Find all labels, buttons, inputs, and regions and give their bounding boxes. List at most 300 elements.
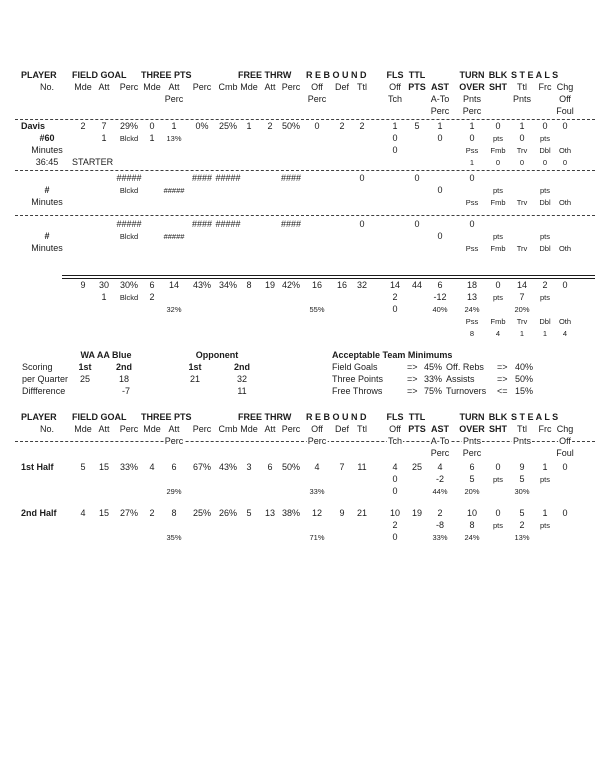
player-davis-cell: 1 bbox=[469, 158, 475, 167]
stats-header-cell: Att bbox=[168, 424, 180, 434]
player-blank-1-cell: #### bbox=[280, 173, 302, 183]
stats-header-cell: No. bbox=[39, 424, 55, 434]
second-half-line-1 bbox=[0, 508, 600, 520]
stats-header-cell: Att bbox=[264, 82, 276, 92]
team-totals-cell: Fmb bbox=[490, 317, 506, 326]
player-davis-cell: 0 bbox=[562, 158, 568, 167]
stats-header-cell: TTL bbox=[408, 70, 426, 80]
team-totals-cell: 19 bbox=[264, 280, 276, 290]
first-half-cell: pts bbox=[539, 475, 551, 484]
stats-header-cell: Ttl bbox=[517, 424, 527, 434]
stats-header-line-4 bbox=[0, 106, 600, 118]
first-half-cell: 30% bbox=[514, 487, 530, 496]
team-totals-cell: 30% bbox=[119, 280, 139, 290]
player-blank-1-cell: Dbl bbox=[539, 198, 551, 207]
team-totals-cell: Dbl bbox=[539, 317, 551, 326]
player-davis-cell: 0 bbox=[519, 158, 525, 167]
player-blank-2-cell: Pss bbox=[465, 244, 479, 253]
second-half-cell: 15 bbox=[98, 508, 110, 518]
player-blank-2-line-3 bbox=[0, 243, 600, 255]
stats-header-cell: Ttl bbox=[517, 82, 527, 92]
per-quarter-row-label: per Quarter bbox=[22, 374, 69, 384]
second-half-cell: pts bbox=[539, 521, 551, 530]
player-davis-cell: #60 bbox=[39, 133, 55, 143]
team-totals-cell: 0 bbox=[495, 280, 501, 290]
minimums-title: Acceptable Team Minimums bbox=[332, 350, 453, 360]
stats-header-cell: AST bbox=[431, 82, 449, 92]
stats-header-line-2 bbox=[0, 424, 600, 436]
player-blank-1-cell: Blckd bbox=[119, 186, 139, 195]
stats-header-cell: Tch bbox=[387, 436, 403, 446]
minimum-value: 15% bbox=[515, 386, 534, 396]
team-totals-cell: 34% bbox=[218, 280, 238, 290]
stats-header-cell: Att bbox=[98, 82, 110, 92]
stats-header-line-3 bbox=[0, 94, 600, 106]
player-davis-cell: 2 bbox=[80, 121, 86, 131]
player-blank-1-cell: Pss bbox=[465, 198, 479, 207]
player-davis-cell: Minutes bbox=[31, 145, 63, 155]
team-totals-cell: 32% bbox=[166, 305, 182, 314]
first-half-cell: 4 bbox=[149, 462, 155, 472]
stats-header-cell: SHT bbox=[489, 424, 507, 434]
stats-header-line-1 bbox=[0, 412, 600, 424]
player-blank-1-cell: Minutes bbox=[31, 197, 63, 207]
minimum-op: <= bbox=[497, 386, 508, 396]
team-totals-cell: 8 bbox=[469, 329, 475, 338]
stats-header-cell: AST bbox=[431, 424, 449, 434]
stats-header-cell: S T E A L S bbox=[511, 70, 559, 80]
minimum-value: 33% bbox=[424, 374, 443, 384]
player-blank-1-cell: #### bbox=[191, 173, 213, 183]
player-blank-2-cell: #### bbox=[280, 219, 302, 229]
player-davis-cell: 1 bbox=[437, 121, 443, 131]
first-half-cell: 9 bbox=[519, 462, 525, 472]
first-half-cell: 5 bbox=[519, 474, 525, 484]
stats-header-cell: R E B O U N D bbox=[306, 70, 367, 80]
opp-col1-header: 1st bbox=[188, 362, 202, 372]
difference-row-label: Diffference bbox=[22, 386, 66, 396]
player-blank-1-cell: Fmb bbox=[490, 198, 506, 207]
minimum-value: 50% bbox=[515, 374, 534, 384]
player-davis-cell: 0 bbox=[519, 133, 525, 143]
player-davis-cell: 0 bbox=[149, 121, 155, 131]
player-davis-cell: 1 bbox=[101, 133, 107, 143]
stats-header-line-4 bbox=[0, 448, 600, 460]
team-totals-cell: 1 bbox=[101, 292, 107, 302]
stats-header-cell: OVER bbox=[459, 424, 485, 434]
stats-header-cell: Frc bbox=[538, 424, 552, 434]
team-totals-cell: 1 bbox=[542, 329, 548, 338]
player-blank-1-cell: 0 bbox=[414, 173, 420, 183]
second-half-cell: -8 bbox=[435, 520, 445, 530]
team-totals-cell: 7 bbox=[519, 292, 525, 302]
stats-header-cell: Mde bbox=[74, 82, 92, 92]
stats-header-cell: Att bbox=[168, 82, 180, 92]
first-half-cell: 1st Half bbox=[21, 462, 54, 472]
second-half-cell: 27% bbox=[119, 508, 139, 518]
player-blank-2-cell: 0 bbox=[414, 219, 420, 229]
second-half-cell: 8 bbox=[469, 520, 475, 530]
minimum-label: Free Throws bbox=[332, 386, 383, 396]
stats-header-cell: Perc bbox=[281, 82, 301, 92]
player-davis-cell: 25% bbox=[218, 121, 238, 131]
second-half-cell: 1 bbox=[542, 508, 548, 518]
stats-header-cell: THREE PTS bbox=[141, 70, 192, 80]
player-blank-2-cell: #### bbox=[191, 219, 213, 229]
stats-header-cell: Off bbox=[311, 82, 323, 92]
second-half-cell: 38% bbox=[281, 508, 301, 518]
first-half-cell: 0 bbox=[392, 474, 398, 484]
stats-header-line-2 bbox=[0, 82, 600, 94]
first-half-cell: pts bbox=[492, 475, 504, 484]
player-davis-cell: 5 bbox=[414, 121, 420, 131]
player-blank-1-cell: Trv bbox=[516, 198, 528, 207]
player-blank-2-cell: Minutes bbox=[31, 243, 63, 253]
second-half-line-2 bbox=[0, 520, 600, 532]
player-davis-cell: 0 bbox=[392, 145, 398, 155]
first-half-cell: 6 bbox=[469, 462, 475, 472]
player-davis-cell: Fmb bbox=[490, 146, 506, 155]
team-totals-cell: pts bbox=[539, 293, 551, 302]
player-blank-1-cell: Oth bbox=[558, 198, 572, 207]
team-totals-cell: 55% bbox=[309, 305, 325, 314]
stats-header-cell: Att bbox=[98, 424, 110, 434]
player-davis-cell: 0 bbox=[542, 158, 548, 167]
player-blank-2-cell: Blckd bbox=[119, 232, 139, 241]
stats-header-line-1 bbox=[0, 70, 600, 82]
player-davis-cell: 36:45 bbox=[35, 157, 59, 167]
player-blank-2-cell: 0 bbox=[437, 231, 443, 241]
first-half-cell: 7 bbox=[339, 462, 345, 472]
team-totals-cell: 40% bbox=[432, 305, 448, 314]
stats-header-cell: Off bbox=[559, 94, 571, 104]
stats-header-cell: Mde bbox=[143, 82, 161, 92]
row-divider-2 bbox=[15, 215, 595, 216]
stats-header-cell: Mde bbox=[74, 424, 92, 434]
first-half-cell: 5 bbox=[80, 462, 86, 472]
first-half-cell: 20% bbox=[464, 487, 480, 496]
second-half-cell: 5 bbox=[246, 508, 252, 518]
stats-header-cell: Perc bbox=[307, 436, 327, 446]
second-half-cell: 4 bbox=[80, 508, 86, 518]
second-half-cell: 35% bbox=[166, 533, 182, 542]
team-totals-cell: 24% bbox=[464, 305, 480, 314]
player-blank-1-cell: pts bbox=[539, 186, 551, 195]
stats-header-cell: Tch bbox=[387, 94, 403, 104]
player-davis-cell: 1 bbox=[519, 121, 525, 131]
team-totals-cell: 4 bbox=[562, 329, 568, 338]
stats-header-cell: Perc bbox=[192, 82, 212, 92]
first-half-cell: 33% bbox=[309, 487, 325, 496]
second-half-cell: 13% bbox=[514, 533, 530, 542]
player-davis-cell: 0% bbox=[195, 121, 209, 131]
first-half-cell: 44% bbox=[432, 487, 448, 496]
player-blank-1-cell: ##### bbox=[215, 173, 241, 183]
minimum-op: => bbox=[497, 374, 508, 384]
minimum-value: 75% bbox=[424, 386, 443, 396]
second-half-cell: 2nd Half bbox=[21, 508, 57, 518]
stats-header-cell: TURN bbox=[459, 70, 485, 80]
stats-header-cell: Off bbox=[389, 424, 401, 434]
stats-header-cell: FLS bbox=[386, 412, 404, 422]
second-half-cell: 24% bbox=[464, 533, 480, 542]
team-col1-header: 1st bbox=[78, 362, 92, 372]
team-totals-cell: 14 bbox=[168, 280, 180, 290]
stats-header-cell: Ttl bbox=[357, 82, 367, 92]
stats-header-cell: Perc bbox=[119, 82, 139, 92]
first-half-cell: 43% bbox=[218, 462, 238, 472]
row-divider-1 bbox=[15, 170, 595, 171]
stats-header-cell: Pnts bbox=[462, 94, 482, 104]
stats-header-cell: Frc bbox=[538, 82, 552, 92]
stats-header-cell: Pnts bbox=[512, 436, 532, 446]
first-half-cell: 1 bbox=[542, 462, 548, 472]
first-half-cell: 25 bbox=[411, 462, 423, 472]
stats-header-cell: Ttl bbox=[357, 424, 367, 434]
second-half-line-3 bbox=[0, 532, 600, 544]
team-totals-cell: pts bbox=[492, 293, 504, 302]
player-davis-cell: 13% bbox=[166, 134, 182, 143]
player-blank-2-cell: ##### bbox=[116, 219, 142, 229]
second-half-cell: 0 bbox=[562, 508, 568, 518]
first-half-cell: 6 bbox=[267, 462, 273, 472]
team-totals-cell: 6 bbox=[149, 280, 155, 290]
second-half-cell: 19 bbox=[411, 508, 423, 518]
player-davis-cell: STARTER bbox=[72, 157, 114, 167]
first-half-cell: 15 bbox=[98, 462, 110, 472]
second-half-cell: 10 bbox=[466, 508, 478, 518]
minimum-op: => bbox=[407, 374, 418, 384]
team-difference: -7 bbox=[121, 386, 131, 396]
scoring-row-label: Scoring bbox=[22, 362, 53, 372]
team-totals-cell: 18 bbox=[466, 280, 478, 290]
minimum-label: Assists bbox=[446, 374, 475, 384]
team-totals-cell: 14 bbox=[389, 280, 401, 290]
team-totals-cell: Oth bbox=[558, 317, 572, 326]
totals-divider bbox=[62, 275, 595, 279]
player-blank-2-cell: Dbl bbox=[539, 244, 551, 253]
first-half-cell: 0 bbox=[562, 462, 568, 472]
team-name-label: WA AA Blue bbox=[80, 350, 132, 360]
first-half-cell: 0 bbox=[392, 486, 398, 496]
player-blank-2-cell: Fmb bbox=[490, 244, 506, 253]
player-davis-cell: 2 bbox=[339, 121, 345, 131]
second-half-cell: 9 bbox=[339, 508, 345, 518]
player-davis-cell: 2 bbox=[267, 121, 273, 131]
first-half-cell: 4 bbox=[314, 462, 320, 472]
minimum-value: 45% bbox=[424, 362, 443, 372]
team-totals-cell: 4 bbox=[495, 329, 501, 338]
player-blank-1-cell: 0 bbox=[437, 185, 443, 195]
team-totals-cell: 14 bbox=[516, 280, 528, 290]
player-davis-cell: pts bbox=[539, 134, 551, 143]
stats-header-cell: Pnts bbox=[462, 436, 482, 446]
second-half-cell: pts bbox=[492, 521, 504, 530]
team-totals-cell: 16 bbox=[311, 280, 323, 290]
team-q1-score: 25 bbox=[79, 374, 91, 384]
first-half-cell: 3 bbox=[246, 462, 252, 472]
stats-header-cell: Att bbox=[264, 424, 276, 434]
stats-header-cell: Foul bbox=[556, 106, 574, 116]
second-half-cell: 8 bbox=[171, 508, 177, 518]
player-davis-cell: 29% bbox=[119, 121, 139, 131]
first-half-line-3 bbox=[0, 486, 600, 498]
minimum-label: Off. Rebs bbox=[446, 362, 484, 372]
stats-header-cell: BLK bbox=[488, 412, 508, 422]
team-totals-cell: 1 bbox=[519, 329, 525, 338]
team-totals-cell: 0 bbox=[562, 280, 568, 290]
player-blank-1-line-3 bbox=[0, 197, 600, 209]
first-half-line-1 bbox=[0, 462, 600, 474]
player-blank-2-cell: pts bbox=[539, 232, 551, 241]
first-half-cell: -2 bbox=[435, 474, 445, 484]
stats-header-cell: SHT bbox=[489, 82, 507, 92]
team-totals-cell: 9 bbox=[80, 280, 86, 290]
player-davis-cell: Blckd bbox=[119, 134, 139, 143]
second-half-cell: 13 bbox=[264, 508, 276, 518]
player-blank-2-cell: Trv bbox=[516, 244, 528, 253]
team-totals-line-2 bbox=[0, 292, 600, 304]
player-blank-2-cell: pts bbox=[492, 232, 504, 241]
team-totals-cell: Trv bbox=[516, 317, 528, 326]
minimum-op: => bbox=[407, 386, 418, 396]
stats-header-cell: FIELD GOAL bbox=[72, 412, 127, 422]
stats-header-cell: Mde bbox=[240, 82, 258, 92]
stats-header-cell: PLAYER bbox=[21, 412, 57, 422]
team-totals-cell: 16 bbox=[336, 280, 348, 290]
team-totals-line-5 bbox=[0, 328, 600, 340]
stats-header-cell: FREE THRW bbox=[238, 70, 292, 80]
team-totals-cell: Pss bbox=[465, 317, 479, 326]
stats-header-cell: Foul bbox=[556, 448, 574, 458]
opponent-label: Opponent bbox=[195, 350, 239, 360]
stats-header-cell: FIELD GOAL bbox=[72, 70, 127, 80]
first-half-cell: 50% bbox=[281, 462, 301, 472]
team-totals-cell: 13 bbox=[466, 292, 478, 302]
player-blank-2-cell: Oth bbox=[558, 244, 572, 253]
team-totals-cell: 6 bbox=[437, 280, 443, 290]
opp-difference: 11 bbox=[237, 386, 247, 396]
minimum-value: 40% bbox=[515, 362, 534, 372]
stats-header-cell: OVER bbox=[459, 82, 485, 92]
second-half-cell: 2 bbox=[149, 508, 155, 518]
stats-header-cell: Def bbox=[334, 82, 350, 92]
player-blank-1-line-2 bbox=[0, 185, 600, 197]
player-davis-line-4 bbox=[0, 157, 600, 169]
stats-header-cell: Mde bbox=[143, 424, 161, 434]
team-totals-cell: 43% bbox=[192, 280, 212, 290]
team-totals-cell: 30 bbox=[98, 280, 110, 290]
player-blank-1-cell: # bbox=[44, 185, 50, 195]
header-divider bbox=[15, 119, 595, 120]
stats-header-cell: A-To bbox=[430, 436, 450, 446]
team-totals-cell: -12 bbox=[433, 292, 447, 302]
team-col2-header: 2nd bbox=[115, 362, 133, 372]
minimum-label: Turnovers bbox=[446, 386, 487, 396]
second-half-cell: 25% bbox=[192, 508, 212, 518]
player-blank-1-cell: 0 bbox=[359, 173, 365, 183]
stats-header-cell: A-To bbox=[430, 94, 450, 104]
stats-header-cell: Cmb bbox=[218, 82, 238, 92]
second-half-cell: 33% bbox=[432, 533, 448, 542]
opp-q2-score: 32 bbox=[236, 374, 248, 384]
player-davis-cell: 0 bbox=[495, 158, 501, 167]
second-half-cell: 26% bbox=[218, 508, 238, 518]
second-half-cell: 10 bbox=[389, 508, 401, 518]
player-blank-2-line-2 bbox=[0, 231, 600, 243]
player-davis-cell: 0 bbox=[495, 121, 501, 131]
stats-header-cell: FLS bbox=[386, 70, 404, 80]
player-blank-2-cell: ##### bbox=[163, 232, 185, 241]
first-half-cell: 33% bbox=[119, 462, 139, 472]
player-davis-cell: 1 bbox=[392, 121, 398, 131]
stats-header-cell: PLAYER bbox=[21, 70, 57, 80]
player-blank-2-cell: ##### bbox=[215, 219, 241, 229]
team-totals-cell: 2 bbox=[149, 292, 155, 302]
player-davis-cell: 1 bbox=[171, 121, 177, 131]
player-davis-cell: pts bbox=[492, 134, 504, 143]
stats-header-cell: Perc bbox=[119, 424, 139, 434]
minimum-label: Field Goals bbox=[332, 362, 378, 372]
team-totals-cell: 42% bbox=[281, 280, 301, 290]
player-davis-cell: 1 bbox=[149, 133, 155, 143]
team-totals-cell: 2 bbox=[542, 280, 548, 290]
player-davis-cell: 0 bbox=[437, 133, 443, 143]
team-totals-cell: 20% bbox=[514, 305, 530, 314]
second-half-cell: 21 bbox=[356, 508, 368, 518]
stats-header-line-3 bbox=[0, 436, 600, 448]
minimum-op: => bbox=[407, 362, 418, 372]
player-davis-cell: Pss bbox=[465, 146, 479, 155]
stats-header-cell: Perc bbox=[192, 424, 212, 434]
player-blank-1-cell: pts bbox=[492, 186, 504, 195]
second-half-cell: 5 bbox=[519, 508, 525, 518]
stats-header-cell: FREE THRW bbox=[238, 412, 292, 422]
stats-header-cell: Mde bbox=[240, 424, 258, 434]
player-davis-cell: 1 bbox=[246, 121, 252, 131]
second-half-cell: 2 bbox=[437, 508, 443, 518]
stats-header-cell: Chg bbox=[556, 82, 574, 92]
first-half-cell: 4 bbox=[437, 462, 443, 472]
team-totals-line-1 bbox=[0, 280, 600, 292]
stats-header-cell: BLK bbox=[488, 70, 508, 80]
stats-header-cell: Perc bbox=[164, 94, 184, 104]
minimum-op: => bbox=[497, 362, 508, 372]
first-half-cell: 4 bbox=[392, 462, 398, 472]
stats-header-cell: S T E A L S bbox=[511, 412, 559, 422]
player-blank-2-cell: 0 bbox=[359, 219, 365, 229]
team-totals-cell: 44 bbox=[411, 280, 423, 290]
stats-header-cell: PTS bbox=[408, 82, 426, 92]
first-half-cell: 0 bbox=[495, 462, 501, 472]
stats-header-cell: Perc bbox=[164, 436, 184, 446]
second-half-cell: 71% bbox=[309, 533, 325, 542]
second-half-cell: 0 bbox=[392, 532, 398, 542]
player-davis-cell: Davis bbox=[21, 121, 46, 131]
stats-header-cell: Chg bbox=[556, 424, 574, 434]
player-davis-cell: 1 bbox=[469, 121, 475, 131]
player-davis-cell: 0 bbox=[562, 121, 568, 131]
player-blank-2-cell: # bbox=[44, 231, 50, 241]
player-blank-1-cell: 0 bbox=[469, 173, 475, 183]
player-davis-cell: 0 bbox=[392, 133, 398, 143]
player-davis-cell: 50% bbox=[281, 121, 301, 131]
stats-header-cell: No. bbox=[39, 82, 55, 92]
team-totals-cell: 8 bbox=[246, 280, 252, 290]
opp-q1-score: 21 bbox=[189, 374, 201, 384]
stats-header-cell: Off bbox=[311, 424, 323, 434]
first-half-cell: 6 bbox=[171, 462, 177, 472]
